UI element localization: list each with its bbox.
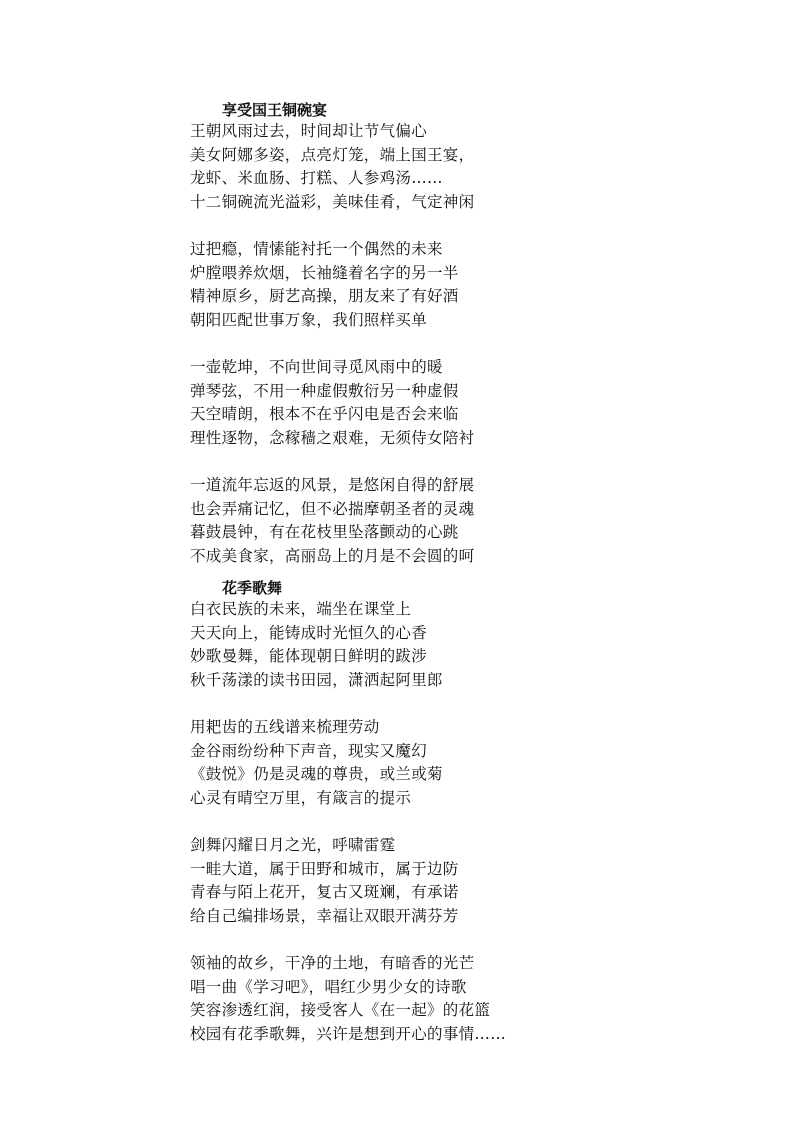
stanza: [190, 952, 750, 1046]
poem-line: 心灵有晴空万里，有箴言的提示: [190, 788, 412, 807]
poem: [190, 100, 750, 568]
poem-line: 十二铜碗流光溢彩，美味佳肴，气定神闲: [190, 192, 475, 211]
poem-line: 金谷雨纷纷种下声音，现实又魔幻: [190, 741, 428, 760]
poem-line: 也会弄痛记忆，但不必揣摩朝圣者的灵魂: [190, 499, 475, 518]
poem-line: 唱一曲《学习吧》，唱红少男少女的诗歌: [190, 977, 467, 996]
stanza: [190, 356, 750, 450]
poem-line: 天空晴朗，根本不在乎闪电是否会来临: [190, 405, 459, 423]
poem-line: 笑容渗透红润，接受客人《在一起》的花篮: [190, 1001, 491, 1019]
poem-line: 暮鼓晨钟，有在花枝里坠落颤动的心跳: [190, 523, 459, 541]
poem-line: 校园有花季歌舞，兴许是想到开心的事情……: [190, 1024, 507, 1043]
poem-line: 精神原乡，厨艺高操，朋友来了有好酒: [190, 287, 459, 305]
poem-line: 《鼓悦》仍是灵魂的尊贵，或兰或菊: [190, 765, 443, 783]
poem-line: 美女阿娜多姿，点亮灯笼，端上国王宴，: [190, 145, 475, 164]
poem-line: 一壶乾坤，不向世间寻觅风雨中的暖: [190, 358, 443, 376]
poem-line: 过把瘾，情愫能衬托一个偶然的未来: [190, 240, 443, 258]
stanza: [190, 716, 750, 810]
poem-line: 炉膛喂养炊烟，长袖缝着名字的另一半: [190, 263, 459, 282]
stanza: [190, 120, 750, 214]
poem-line: 白衣民族的未来，端坐在课堂上: [190, 600, 412, 618]
poem-title: 享受国王铜碗宴: [222, 101, 328, 119]
stanza: [190, 238, 750, 332]
poem-line: 朝阳匹配世事万象，我们照样买单: [190, 310, 428, 329]
poem-line: 天天向上，能铸成时光恒久的心香: [190, 623, 428, 642]
poem-line: 不成美食家，高丽岛上的月是不会圆的呵: [190, 546, 475, 565]
stanza: [190, 834, 750, 928]
poem-line: 秋千荡漾的读书田园，潇洒起阿里郎: [190, 670, 443, 689]
poem-line: 龙虾、米血肠、打糕、人参鸡汤……: [190, 169, 443, 187]
poem-line: 给自己编排场景，幸福让双眼开满芬芳: [190, 906, 459, 925]
stanza: [190, 598, 750, 692]
poem-line: 一畦大道，属于田野和城市，属于边防: [190, 859, 459, 878]
poem-line: 理性逐物，念稼穑之艰难，无须侍女陪衬: [190, 428, 475, 447]
poem-line: 领袖的故乡，干净的土地，有暗香的光芒: [190, 954, 475, 972]
poem-title: 花季歌舞: [222, 579, 283, 597]
poem-line: 弹琴弦，不用一种虚假敷衍另一种虚假: [190, 381, 459, 400]
poem-line: 妙歌曼舞，能体现朝日鲜明的跋涉: [190, 647, 428, 665]
poem-line: 青春与陌上花开，复古又斑斓，有承诺: [190, 883, 459, 901]
poem-line: 王朝风雨过去，时间却让节气偏心: [190, 122, 428, 140]
poem-line: 剑舞闪耀日月之光，呼啸雷霆: [190, 836, 396, 854]
poem-line: 一道流年忘返的风景，是悠闲自得的舒展: [190, 476, 475, 494]
stanza: [190, 474, 750, 568]
poem: [190, 578, 750, 1046]
poem-line: 用耙齿的五线谱来梳理劳动: [190, 718, 380, 736]
